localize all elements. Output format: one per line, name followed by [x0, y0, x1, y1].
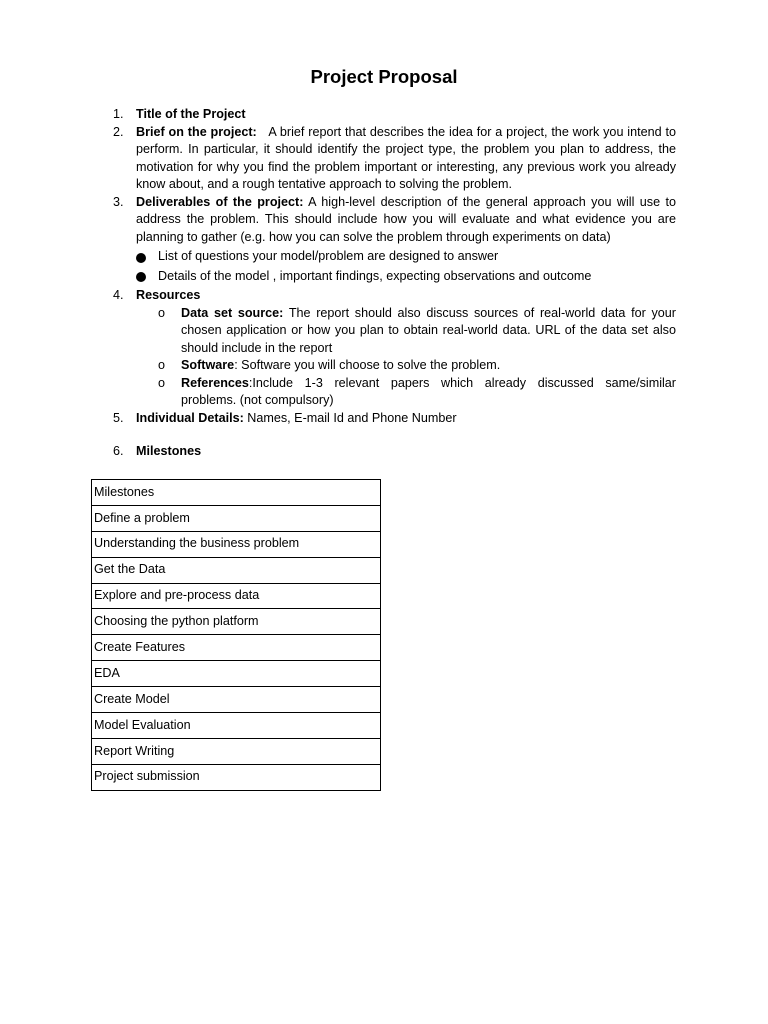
outline-item-milestones: [0, 443, 768, 461]
table-row: [92, 531, 381, 557]
table-row: [92, 713, 381, 739]
item-label: Title of the Project: [136, 107, 246, 121]
table-cell: Define a problem: [92, 505, 381, 531]
item-number: 1.: [113, 107, 124, 121]
table-row: [92, 661, 381, 687]
item-number: 4.: [113, 288, 124, 302]
outline-item-individual-details: [0, 410, 768, 428]
item-number: 5.: [113, 410, 124, 425]
item-text: A high-level description of the general approach you will use to address the problem. This should include how you will evaluate and what evidence you are planning to gather (e.g. how you can solve the problem through experiments on data): [136, 194, 677, 244]
table-row: [92, 583, 381, 609]
resource-label: Software: [181, 358, 235, 372]
milestones-table: [91, 479, 381, 791]
item-number: 2.: [113, 124, 124, 139]
resource-data-set: [0, 305, 768, 358]
table-cell: Choosing the python platform: [92, 609, 381, 635]
table-cell: Understanding the business problem: [92, 531, 381, 557]
item-label: Individual Details:: [136, 410, 244, 425]
table-cell: Model Evaluation: [92, 713, 381, 739]
table-cell: Milestones: [92, 480, 381, 506]
outline-item-title: [0, 106, 768, 124]
table-row: [92, 480, 381, 506]
table-cell: Create Model: [92, 687, 381, 713]
table-row: [92, 635, 381, 661]
table-cell: Project submission: [92, 764, 381, 790]
item-text: Names, E-mail Id and Phone Number: [247, 410, 457, 425]
outline-item-resources: [0, 287, 768, 305]
item-label: Brief on the project:: [136, 124, 257, 139]
resource-software: [0, 357, 768, 375]
resource-text: : Software you will choose to solve the problem.: [234, 358, 501, 372]
bullet-icon: [136, 272, 146, 282]
table-cell: Report Writing: [92, 738, 381, 764]
table-row: [92, 764, 381, 790]
deliverable-bullet: [0, 268, 768, 286]
page-title: Project Proposal: [310, 66, 458, 87]
table-row: [92, 687, 381, 713]
item-label: Resources: [136, 288, 201, 302]
bullet-text: List of questions your model/problem are designed to answer: [158, 249, 499, 263]
circle-bullet-icon: o: [158, 305, 166, 320]
table-cell: EDA: [92, 661, 381, 687]
table-cell: Get the Data: [92, 557, 381, 583]
table-row: [92, 609, 381, 635]
bullet-icon: [136, 253, 146, 263]
circle-bullet-icon: o: [158, 358, 166, 372]
table-row: [92, 738, 381, 764]
circle-bullet-icon: o: [158, 375, 166, 390]
outline-item-deliverables: [0, 194, 768, 247]
resource-label: Data set source:: [181, 305, 284, 320]
bullet-text: Details of the model , important findings, expecting observations and outcome: [158, 268, 592, 283]
item-number: 6.: [113, 444, 124, 458]
item-number: 3.: [113, 194, 124, 209]
item-label: Milestones: [136, 444, 202, 458]
resource-label: References: [181, 375, 249, 390]
table-cell: Create Features: [92, 635, 381, 661]
outline-item-brief: [0, 124, 768, 194]
resource-text: :Include 1-3 relevant papers which already discussed same/similar problems. (not compulsory): [181, 375, 676, 407]
item-text: A brief report that describes the idea for a project, the work you intend to perform. In particular, it should identify the project type, the problem you plan to address, the motivation for why you find the problem important or interesting, any previous work you already know about, and a rough tentative approach to solving the problem.: [136, 124, 676, 191]
table-row: [92, 557, 381, 583]
proposal-outline: [0, 106, 768, 461]
table-row: [92, 505, 381, 531]
table-cell: Explore and pre-process data: [92, 583, 381, 609]
deliverable-bullet: [0, 248, 768, 266]
resource-text: The report should also discuss sources of real-world data for your chosen application or how you plan to obtain real-world data. URL of the data set also should include in the report: [181, 305, 676, 355]
resource-references: [0, 375, 768, 410]
item-label: Deliverables of the project:: [136, 194, 304, 209]
